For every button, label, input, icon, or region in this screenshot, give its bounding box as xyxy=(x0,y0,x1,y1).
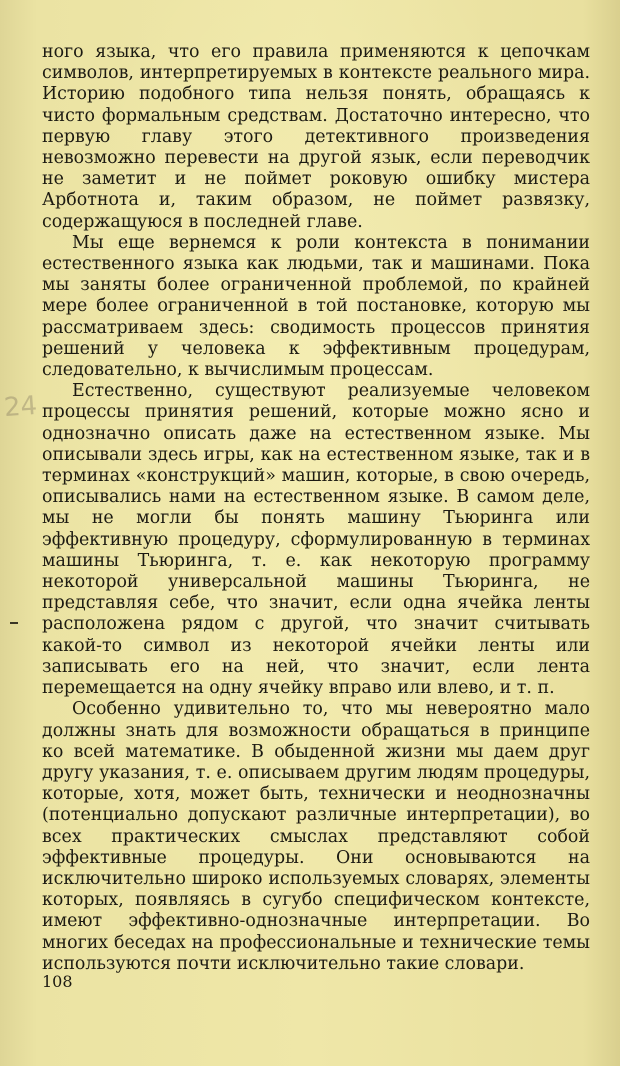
paragraph-2: Мы еще вернемся к роли контекста в понимании естественного языка как людьми, так и машинами. Пока мы заняты более ограниченной проблемой, по крайней мере более ограниченной в той постановке, которую мы рассматриваем здесь: сводимость процессов принятия решений у человека к эффективным процедурам, следовательно, к вычислимым процессам. xyxy=(42,232,590,381)
paragraph-3: Естественно, существуют реализуемые человеком процессы принятия решений, которые можно ясно и однозначно описать даже на естественном языке. Мы описывали здесь игры, как на естественном языке, так и в терминах «конструкций» машин, которые, в свою очередь, описывались нами на естественном языке. В самом деле, мы не могли бы понять машину Тьюринга или эффективную процедуру, сформулированную в терминах машины Тьюринга, т. е. как некоторую программу некоторой универсальной машины Тьюринга, не представляя себе, что значит, если одна ячейка ленты расположена рядом с другой, что значит считывать какой-то символ из некоторой ячейки ленты или записывать его на ней, что значит, если лента перемещается на одну ячейку вправо или влево, и т. п. xyxy=(42,381,590,699)
page-number: 108 xyxy=(42,972,73,991)
page-body-text xyxy=(42,42,590,975)
margin-dash-mark xyxy=(10,622,18,624)
margin-handwritten-note: 24 xyxy=(2,390,39,424)
paragraph-1: ного языка, что его правила применяются к цепочкам символов, интерпретируемых в контексте реального мира. Историю подобного типа нельзя понять, обращаясь к чисто формальным средствам. Достаточно интересно, что первую главу этого детективного произведения невозможно перевести на другой язык, если переводчик не заметит и не поймет роковую ошибку мистера Арботнота и, таким образом, не поймет развязку, содержащуюся в последней главе. xyxy=(42,42,590,232)
paragraph-4: Особенно удивительно то, что мы невероятно мало должны знать для возможности обращаться в принципе ко всей математике. В обыденной жизни мы даем друг другу указания, т. е. описываем другим людям процедуры, которые, хотя, может быть, технически и неоднозначны (потенциально допускают различные интерпретации), во всех практических смыслах представляют собой эффективные процедуры. Они основываются на исключительно широко используемых словарях, элементы которых, появляясь в сугубо специфическом контексте, имеют эффективно-однозначные интерпретации. Во многих беседах на профессиональные и технические темы используются почти исключительно такие словари. xyxy=(42,699,590,974)
